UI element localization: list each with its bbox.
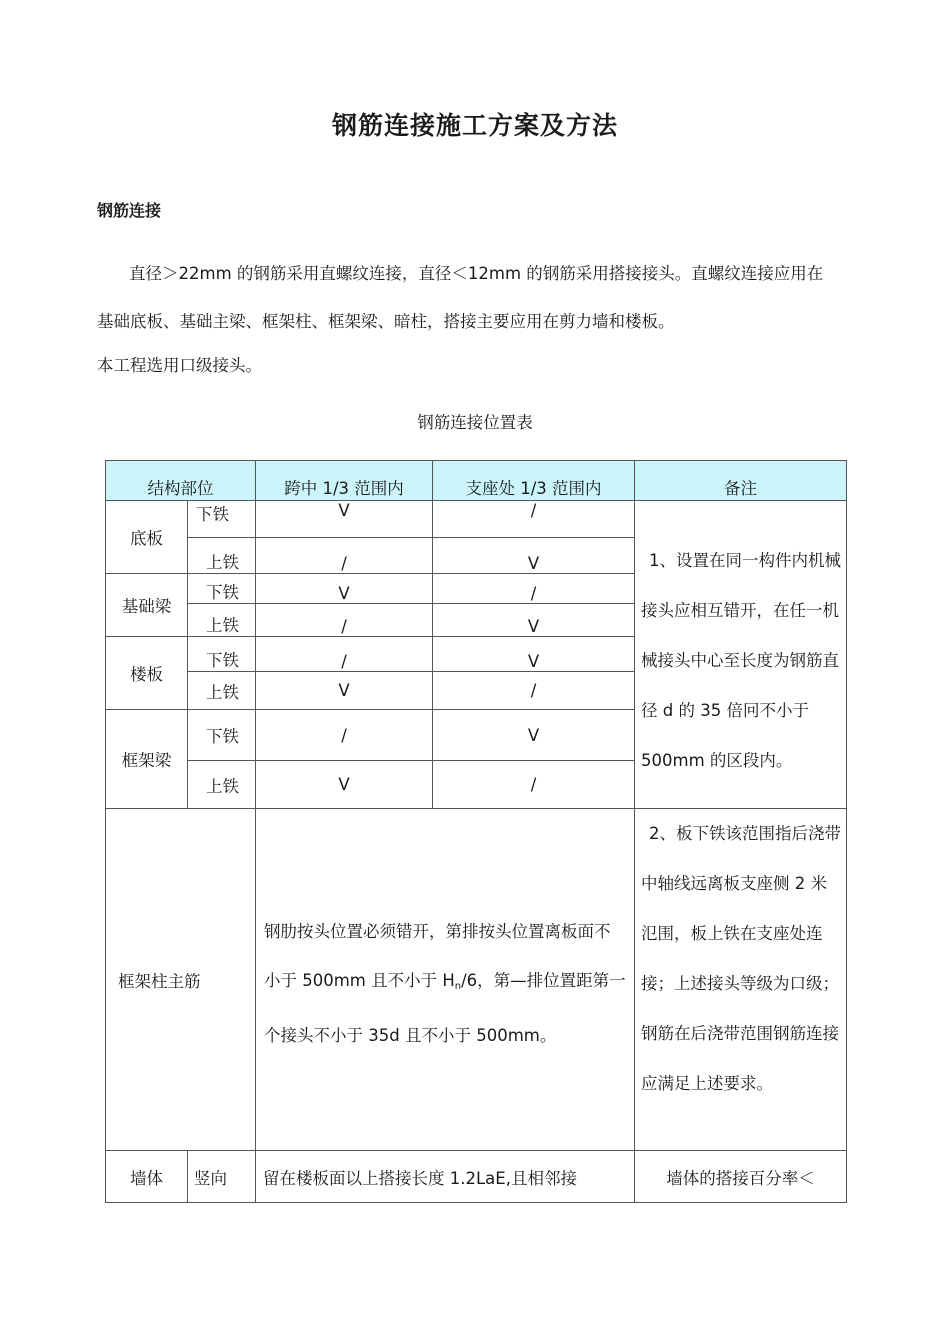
support-value: / bbox=[433, 761, 635, 809]
support-value: V bbox=[433, 604, 635, 637]
column-text-subscript: n bbox=[454, 981, 462, 992]
mid-value: V bbox=[256, 574, 433, 604]
sub-part: 上铁 bbox=[188, 538, 256, 574]
mid-value: V bbox=[256, 501, 433, 538]
page-title: 钢筋连接施工方案及方法 bbox=[331, 111, 618, 140]
header-midspan: 跨中 1/3 范围内 bbox=[256, 461, 433, 501]
body-paragraph: 直径＞22mm 的钢筋采用直螺纹连接，直径＜12mm 的钢筋采用搭接接头。直螺纹连接应用在基础底板、基础主梁、框架柱、框架梁、暗柱，搭接主要应用在剪力墙和楼板。 bbox=[97, 264, 824, 331]
mid-value: / bbox=[256, 538, 433, 574]
header-structure: 结构部位 bbox=[106, 461, 256, 501]
table-caption: 钢筋连接位置表 bbox=[417, 413, 533, 432]
wall-text: 留在楼板面以上搭接长度 1.2LaE,且相邻接 bbox=[256, 1151, 635, 1203]
support-value: V bbox=[433, 538, 635, 574]
group-name: 底板 bbox=[106, 501, 188, 574]
mid-value: / bbox=[256, 604, 433, 637]
mid-value: / bbox=[256, 710, 433, 761]
table-row bbox=[106, 809, 847, 1151]
table-header-row bbox=[106, 461, 847, 501]
mid-value: V bbox=[256, 761, 433, 809]
sub-part: 下铁 bbox=[188, 574, 256, 604]
group-name: 楼板 bbox=[106, 637, 188, 710]
table-row bbox=[106, 1151, 847, 1203]
table-row bbox=[106, 501, 847, 538]
column-text-a: 钢肋按头位置必须错开，第排按头位置离板面不小于 500mm 且不小于 H bbox=[264, 922, 611, 990]
support-value: V bbox=[433, 637, 635, 672]
sub-part: 下铁 bbox=[188, 501, 256, 538]
remark-1: 1、设置在同一构件内机械接头应相互错开，在任一机械接头中心至长度为钢筋直径 d 的 35 倍冋不小于 500mm 的区段内。 bbox=[641, 551, 841, 770]
remarks-cell bbox=[635, 501, 847, 809]
group-name: 基础梁 bbox=[106, 574, 188, 637]
sub-part: 上铁 bbox=[188, 761, 256, 809]
connection-position-table bbox=[105, 460, 847, 1203]
support-value: / bbox=[433, 501, 635, 538]
header-remarks: 备注 bbox=[635, 461, 847, 501]
column-rebar-text bbox=[256, 809, 635, 1151]
remark-2: 2、板下铁该范围指后浇带中轴线远离板支座侧 2 米氾围，板上铁在支座处连接；上述接头等级为口级；钢筋在后浇带范围钢筋连接应满足上述要求。 bbox=[641, 824, 841, 1093]
sub-part: 下铁 bbox=[188, 637, 256, 672]
body-paragraph-2: 本工程选用口级接头。 bbox=[97, 356, 262, 375]
sub-part: 下铁 bbox=[188, 710, 256, 761]
column-text-b: /6，第—排位置距第一个接头不小于 35d 且不小于 500mm。 bbox=[264, 971, 626, 1045]
wall-note: 墙体的搭接百分率＜ bbox=[635, 1151, 847, 1203]
support-value: / bbox=[433, 574, 635, 604]
section-heading: 钢筋连接 bbox=[97, 201, 162, 220]
support-value: / bbox=[433, 672, 635, 710]
sub-part: 上铁 bbox=[188, 604, 256, 637]
mid-value: V bbox=[256, 672, 433, 710]
support-value: V bbox=[433, 710, 635, 761]
group-name: 框架梁 bbox=[106, 710, 188, 809]
wall-label: 墙体 bbox=[106, 1151, 188, 1203]
header-support: 支座处 1/3 范围内 bbox=[433, 461, 635, 501]
remarks-cell-2 bbox=[635, 809, 847, 1151]
wall-sub: 竖向 bbox=[188, 1151, 256, 1203]
mid-value: / bbox=[256, 637, 433, 672]
sub-part: 上铁 bbox=[188, 672, 256, 710]
column-rebar-label: 框架柱主筋 bbox=[106, 809, 256, 1151]
